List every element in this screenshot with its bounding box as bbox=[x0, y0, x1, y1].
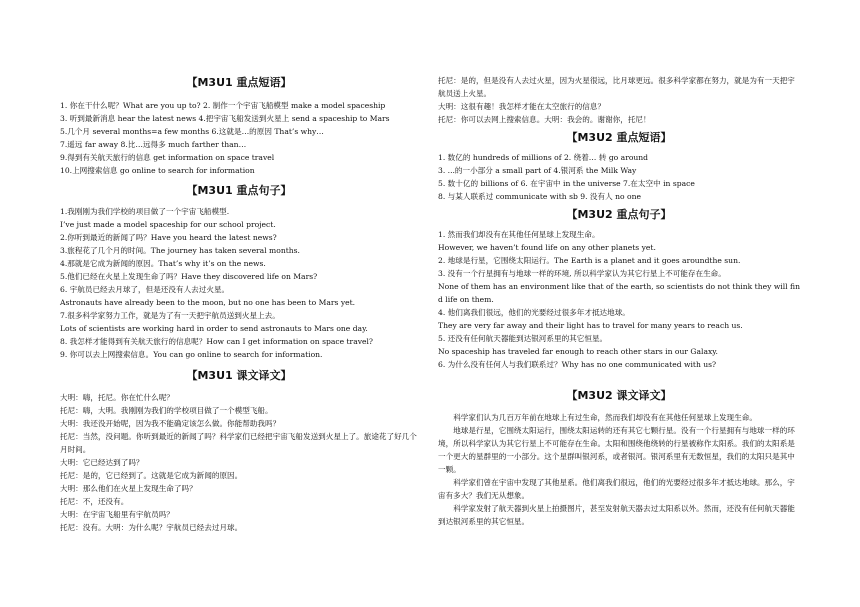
m3u2-sentences-list bbox=[438, 228, 800, 371]
dialogue-line: 大明：在宇宙飞船里有宇航员吗？ bbox=[60, 510, 174, 519]
dialogue-line: 托尼：没有。大明：为什么呢？宇航员已经去过月球。 bbox=[60, 523, 243, 532]
right-column bbox=[438, 0, 800, 528]
sentence-line: 5. 还没有任何航天器能到达银河系里的其它恒星。 bbox=[438, 334, 608, 343]
left-column bbox=[60, 0, 418, 534]
sentence-line: They are very far away and their light has to travel for many years to reach us. bbox=[438, 321, 743, 330]
phrase-line: 5. 数十亿的 billions of 6. 在宇宙中 in the universe 7.在太空中 in space bbox=[438, 179, 695, 188]
sentence-line: 1. 然而我们却没有在其他任何星球上发现生命。 bbox=[438, 230, 600, 239]
sentence-line: I’ve just made a model spaceship for our school project. bbox=[60, 220, 276, 229]
sentence-line: 3. 没有一个行星拥有与地球一样的环境, 所以科学家认为其它行星上不可能存在生命。 bbox=[438, 269, 726, 278]
phrase-line: 3. ...的一小部分 a small part of 4.银河系 the Milk Way bbox=[438, 166, 637, 175]
sentence-line: 4.那就是它成为新闻的原因。That’s why it’s on the news. bbox=[60, 259, 266, 268]
sentence-line: None of them has an environment like that of the earth, so scientists do not think they will find life on them. bbox=[438, 282, 800, 304]
sentence-line: 2. 地球是行星，它围绕太阳运行。The Earth is a planet and it goes aroundthe sun. bbox=[438, 256, 741, 265]
sentence-line: Astronauts have already been to the moon, but no one has been to Mars yet. bbox=[60, 298, 356, 307]
dialogue-line: 大明：嗨，托尼。你在忙什么呢？ bbox=[60, 393, 174, 402]
m3u1-phrases-list bbox=[60, 99, 418, 177]
sentence-line: 7.很多科学家努力工作，就是为了有一天把宇航员送到火星上去。 bbox=[60, 311, 280, 320]
sentence-line: Lots of scientists are working hard in order to send astronauts to Mars one day. bbox=[60, 324, 368, 333]
m3u1-sentences-list bbox=[60, 205, 418, 361]
m3u2-phrases-heading: 【M3U2 重点短语】 bbox=[566, 131, 672, 144]
phrase-line: 8. 与某人联系过 communicate with sb 9. 没有人 no one bbox=[438, 192, 641, 201]
dialogue-line: 大明：它已经达到了吗？ bbox=[60, 458, 144, 467]
paragraph: 科学家发射了航天器到火星上拍摄图片，甚至发射航天器去过太阳系以外。然而，还没有任何航天器能到达银河系里的其它恒星。 bbox=[438, 504, 795, 526]
paragraph: 地球是行星，它围绕太阳运行，围绕太阳运转的还有其它七颗行星。没有一个行星拥有与地球一样的环境，所以科学家认为其它行星上不可能存在生命。太阳和围绕他绕转的行星被称作太阳系。我们的太阳系是一个更大的星群里的一小部分。这个星群叫银河系，或者银河。银河系里有无数恒星，我们的太阳只是其中一颗。 bbox=[438, 426, 795, 474]
paragraph: 科学家们曾在宇宙中发现了其他星系。他们离我们很远，他们的光要经过很多年才抵达地球。那么，宇宙有多大？我们无从想象。 bbox=[438, 478, 795, 500]
m3u1-translation-heading: 【M3U1 课文译文】 bbox=[186, 369, 292, 382]
sentence-line: No spaceship has traveled far enough to reach other stars in our Galaxy. bbox=[438, 347, 718, 356]
phrase-line: 9.得到有关航天旅行的信息 get information on space travel bbox=[60, 153, 275, 162]
sentence-line: 6. 宇航员已经去月球了，但是还没有人去过火星。 bbox=[60, 285, 230, 294]
sentence-line: 2.你听到最近的新闻了吗？Have you heard the latest news? bbox=[60, 233, 277, 242]
m3u1-sentences-heading: 【M3U1 重点句子】 bbox=[186, 184, 292, 197]
sentence-line: 8. 我怎样才能得到有关航天旅行的信息呢？How can I get information on space travel? bbox=[60, 337, 374, 346]
sentence-line: 9. 你可以去上网搜索信息。You can go online to search for information. bbox=[60, 350, 323, 359]
dialogue-line: 托尼：不，还没有。 bbox=[60, 497, 129, 506]
sentence-line: 6. 为什么没有任何人与我们联系过？Why has no one communicated with us? bbox=[438, 360, 717, 369]
sentence-line: However, we haven’t found life on any other planets yet. bbox=[438, 243, 656, 252]
phrase-line: 5.几个月 several months=a few months 6.这就是…的原因 That’s why… bbox=[60, 127, 324, 136]
paragraph: 科学家们认为几百万年前在地球上有过生命，然而我们却没有在其他任何星球上发现生命。 bbox=[453, 413, 757, 422]
phrase-line: 10.上网搜索信息 go online to search for information bbox=[60, 166, 255, 175]
m3u2-phrases-list bbox=[438, 151, 800, 203]
m3u2-sentences-heading: 【M3U2 重点句子】 bbox=[566, 208, 672, 221]
sentence-line: 4. 他们离我们很远，他们的光要经过很多年才抵达地球。 bbox=[438, 308, 630, 317]
phrase-line: 1. 数亿的 hundreds of millions of 2. 绕着… 转 go around bbox=[438, 153, 649, 162]
dialogue-line: 托尼：是的，它已经到了。这就是它成为新闻的原因。 bbox=[60, 471, 243, 480]
dialogue-line: 大明：这很有趣！我怎样才能在太空旅行的信息？ bbox=[438, 102, 606, 111]
dialogue-line: 大明：我还没开始呢，因为我不能确定该怎么做。你能帮助我吗？ bbox=[60, 419, 281, 428]
m3u1-dialogue bbox=[60, 391, 418, 534]
dialogue-line: 大明：那么他们在火星上发现生命了吗？ bbox=[60, 484, 197, 493]
m3u1-dialogue-continued bbox=[438, 74, 800, 126]
phrase-line: 3. 听到最新消息 hear the latest news 4.把宇宙飞船发送到火星上 send a spaceship to Mars bbox=[60, 114, 390, 123]
phrase-line: 7.遥远 far away 8.比…远得多 much farther than… bbox=[60, 140, 247, 149]
sentence-line: 1.我刚刚为我们学校的项目做了一个宇宙飞船模型. bbox=[60, 207, 230, 216]
dialogue-line: 托尼：你可以去网上搜索信息。大明：我会的。谢谢你，托尼！ bbox=[438, 115, 651, 124]
dialogue-line: 托尼：当然，没问题。你听到最近的新闻了吗？科学家们已经把宇宙飞船发送到火星上了。旅途花了好几个月时间。 bbox=[60, 432, 417, 454]
dialogue-line: 托尼：是的，但是没有人去过火星，因为火星很远，比月球更远。很多科学家都在努力，就是为有一天把宇航员送上火星。 bbox=[438, 76, 795, 98]
m3u1-phrases-heading: 【M3U1 重点短语】 bbox=[186, 76, 292, 89]
sentence-line: 5.他们已经在火星上发现生命了吗？Have they discovered life on Mars? bbox=[60, 272, 318, 281]
sentence-line: 3.旅程花了几个月的时间。The journey has taken several months. bbox=[60, 246, 300, 255]
m3u2-translation-text bbox=[438, 411, 800, 528]
dialogue-line: 托尼：嗨，大明。我刚刚为我们的学校项目做了一个模型飞船。 bbox=[60, 406, 273, 415]
m3u2-translation-heading: 【M3U2 课文译文】 bbox=[566, 389, 672, 402]
phrase-line: 1. 你在干什么呢？What are you up to? 2. 制作一个宇宙飞船模型 make a model spaceship bbox=[60, 101, 386, 110]
